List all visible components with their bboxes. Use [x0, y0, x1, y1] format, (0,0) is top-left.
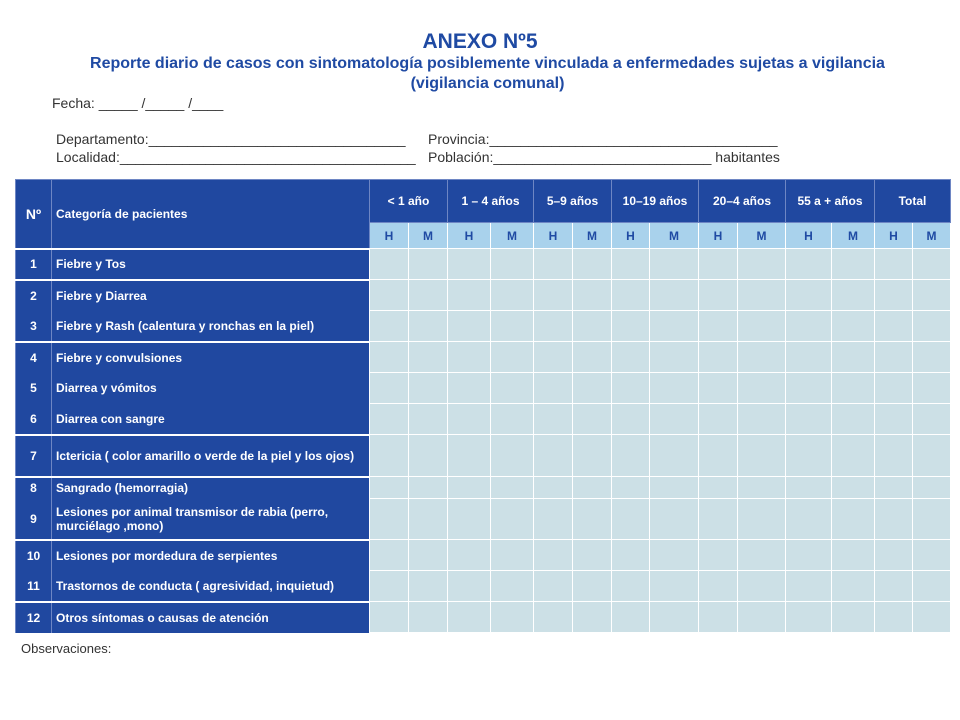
count-cell[interactable]: [491, 435, 534, 477]
count-cell[interactable]: [738, 342, 786, 373]
count-cell[interactable]: [786, 435, 832, 477]
table-row: [16, 280, 951, 311]
count-cell[interactable]: [409, 404, 448, 435]
count-cell[interactable]: [573, 499, 612, 540]
count-cell[interactable]: [409, 342, 448, 373]
count-cell[interactable]: [409, 540, 448, 571]
count-cell[interactable]: [448, 571, 491, 602]
age-header-total: Total: [875, 180, 951, 223]
sex-header-h: H: [786, 223, 832, 249]
count-cell[interactable]: [370, 311, 409, 342]
row-number: 8: [16, 477, 52, 499]
count-cell[interactable]: [370, 499, 409, 540]
row-category: Diarrea y vómitos: [52, 373, 370, 404]
count-cell[interactable]: [832, 373, 875, 404]
count-cell[interactable]: [832, 477, 875, 499]
age-header-10-19: 10–19 años: [612, 180, 699, 223]
row-category: Sangrado (hemorragia): [52, 477, 370, 499]
count-cell[interactable]: [573, 249, 612, 280]
subtitle-line-1: Reporte diario de casos con sintomatología posiblemente vinculada a enfermedades sujetas a vigilancia: [90, 55, 885, 72]
count-cell[interactable]: [534, 435, 573, 477]
count-cell[interactable]: [650, 311, 699, 342]
count-cell[interactable]: [650, 435, 699, 477]
sex-header-h: H: [534, 223, 573, 249]
count-cell[interactable]: [491, 280, 534, 311]
table-row: [16, 477, 951, 499]
count-cell[interactable]: [875, 435, 913, 477]
count-cell[interactable]: [448, 342, 491, 373]
count-cell[interactable]: [370, 373, 409, 404]
count-cell[interactable]: [534, 280, 573, 311]
count-cell[interactable]: [832, 342, 875, 373]
count-cell[interactable]: [612, 499, 650, 540]
count-cell[interactable]: [448, 404, 491, 435]
observaciones-label: Observaciones:: [21, 641, 112, 656]
count-cell[interactable]: [573, 602, 612, 633]
count-cell[interactable]: [612, 311, 650, 342]
age-header-5-9: 5–9 años: [534, 180, 612, 223]
count-cell[interactable]: [913, 404, 951, 435]
count-cell[interactable]: [650, 540, 699, 571]
count-cell[interactable]: [738, 280, 786, 311]
count-cell[interactable]: [612, 602, 650, 633]
sex-header-m: M: [913, 223, 951, 249]
row-category: Otros síntomas o causas de atención: [52, 602, 370, 633]
count-cell[interactable]: [448, 540, 491, 571]
count-cell[interactable]: [875, 540, 913, 571]
row-number: 4: [16, 342, 52, 373]
row-category: Fiebre y Diarrea: [52, 280, 370, 311]
count-cell[interactable]: [913, 571, 951, 602]
count-cell[interactable]: [786, 280, 832, 311]
count-cell[interactable]: [573, 571, 612, 602]
count-cell[interactable]: [875, 280, 913, 311]
count-cell[interactable]: [491, 499, 534, 540]
row-category: Lesiones por animal transmisor de rabia (perro, murciélago ,mono): [52, 499, 370, 540]
count-cell[interactable]: [786, 404, 832, 435]
col-category-header: Categoría de pacientes: [52, 180, 370, 249]
count-cell[interactable]: [370, 477, 409, 499]
count-cell[interactable]: [786, 571, 832, 602]
table-row: [16, 373, 951, 404]
count-cell[interactable]: [875, 249, 913, 280]
count-cell[interactable]: [448, 280, 491, 311]
row-number: 7: [16, 435, 52, 477]
count-cell[interactable]: [612, 540, 650, 571]
count-cell[interactable]: [573, 373, 612, 404]
count-cell[interactable]: [612, 280, 650, 311]
count-cell[interactable]: [832, 499, 875, 540]
fecha-field: Fecha: _____ /_____ /____: [52, 95, 224, 111]
count-cell[interactable]: [650, 373, 699, 404]
row-number: 2: [16, 280, 52, 311]
count-cell[interactable]: [913, 342, 951, 373]
count-cell[interactable]: [738, 571, 786, 602]
count-cell[interactable]: [699, 311, 738, 342]
sex-header-h: H: [699, 223, 738, 249]
count-cell[interactable]: [612, 571, 650, 602]
count-cell[interactable]: [370, 602, 409, 633]
count-cell[interactable]: [370, 249, 409, 280]
count-cell[interactable]: [534, 477, 573, 499]
count-cell[interactable]: [534, 311, 573, 342]
table-row: [16, 540, 951, 571]
count-cell[interactable]: [786, 540, 832, 571]
sex-header-h: H: [875, 223, 913, 249]
count-cell[interactable]: [699, 571, 738, 602]
count-cell[interactable]: [699, 342, 738, 373]
count-cell[interactable]: [370, 342, 409, 373]
table-row: [16, 311, 951, 342]
count-cell[interactable]: [491, 311, 534, 342]
count-cell[interactable]: [409, 477, 448, 499]
age-header-20-4: 20–4 años: [699, 180, 786, 223]
count-cell[interactable]: [409, 311, 448, 342]
sex-header-h: H: [612, 223, 650, 249]
count-cell[interactable]: [699, 249, 738, 280]
age-header-55-plus: 55 a + años: [786, 180, 875, 223]
row-number: 6: [16, 404, 52, 435]
count-cell[interactable]: [491, 342, 534, 373]
row-number: 10: [16, 540, 52, 571]
count-cell[interactable]: [573, 342, 612, 373]
count-cell[interactable]: [832, 602, 875, 633]
age-header-under-1: < 1 año: [370, 180, 448, 223]
count-cell[interactable]: [491, 404, 534, 435]
count-cell[interactable]: [612, 373, 650, 404]
count-cell[interactable]: [370, 571, 409, 602]
count-cell[interactable]: [913, 249, 951, 280]
table-row: [16, 602, 951, 633]
count-cell[interactable]: [738, 499, 786, 540]
count-cell[interactable]: [913, 602, 951, 633]
count-cell[interactable]: [534, 342, 573, 373]
row-number: 12: [16, 602, 52, 633]
count-cell[interactable]: [650, 342, 699, 373]
count-cell[interactable]: [875, 571, 913, 602]
count-cell[interactable]: [409, 571, 448, 602]
count-cell[interactable]: [738, 477, 786, 499]
subtitle-line-2: (vigilancia comunal): [410, 75, 565, 92]
count-cell[interactable]: [875, 404, 913, 435]
localidad-field: Localidad:______________________________________: [56, 149, 416, 165]
count-cell[interactable]: [875, 373, 913, 404]
count-cell[interactable]: [448, 373, 491, 404]
count-cell[interactable]: [573, 477, 612, 499]
count-cell[interactable]: [650, 571, 699, 602]
count-cell[interactable]: [913, 373, 951, 404]
table-row: [16, 435, 951, 477]
count-cell[interactable]: [491, 249, 534, 280]
row-number: 11: [16, 571, 52, 602]
row-category: Fiebre y Rash (calentura y ronchas en la piel): [52, 311, 370, 342]
document-title: ANEXO Nº5: [422, 30, 538, 53]
col-number-header: Nº: [16, 180, 52, 249]
sex-header-m: M: [573, 223, 612, 249]
count-cell[interactable]: [534, 602, 573, 633]
count-cell[interactable]: [699, 477, 738, 499]
count-cell[interactable]: [612, 342, 650, 373]
count-cell[interactable]: [612, 435, 650, 477]
table-body: [16, 249, 951, 633]
count-cell[interactable]: [448, 249, 491, 280]
count-cell[interactable]: [699, 373, 738, 404]
count-cell[interactable]: [913, 280, 951, 311]
count-cell[interactable]: [448, 311, 491, 342]
count-cell[interactable]: [650, 249, 699, 280]
count-cell[interactable]: [832, 249, 875, 280]
count-cell[interactable]: [573, 311, 612, 342]
count-cell[interactable]: [409, 499, 448, 540]
count-cell[interactable]: [573, 404, 612, 435]
row-number: 3: [16, 311, 52, 342]
sex-header-m: M: [409, 223, 448, 249]
sex-header-m: M: [738, 223, 786, 249]
count-cell[interactable]: [786, 602, 832, 633]
count-cell[interactable]: [786, 499, 832, 540]
table-row: [16, 342, 951, 373]
age-header-1-4: 1 – 4 años: [448, 180, 534, 223]
count-cell[interactable]: [370, 404, 409, 435]
count-cell[interactable]: [786, 249, 832, 280]
count-cell[interactable]: [409, 435, 448, 477]
table-row: [16, 249, 951, 280]
count-cell[interactable]: [913, 540, 951, 571]
count-cell[interactable]: [534, 249, 573, 280]
count-cell[interactable]: [650, 280, 699, 311]
count-cell[interactable]: [738, 602, 786, 633]
row-number: 1: [16, 249, 52, 280]
count-cell[interactable]: [534, 571, 573, 602]
count-cell[interactable]: [650, 499, 699, 540]
count-cell[interactable]: [448, 602, 491, 633]
count-cell[interactable]: [534, 540, 573, 571]
count-cell[interactable]: [875, 311, 913, 342]
count-cell[interactable]: [786, 477, 832, 499]
count-cell[interactable]: [370, 435, 409, 477]
count-cell[interactable]: [832, 571, 875, 602]
count-cell[interactable]: [875, 342, 913, 373]
count-cell[interactable]: [738, 404, 786, 435]
count-cell[interactable]: [409, 249, 448, 280]
count-cell[interactable]: [913, 311, 951, 342]
count-cell[interactable]: [699, 602, 738, 633]
count-cell[interactable]: [491, 373, 534, 404]
cases-table: [15, 179, 951, 633]
count-cell[interactable]: [832, 435, 875, 477]
count-cell[interactable]: [370, 280, 409, 311]
count-cell[interactable]: [832, 280, 875, 311]
count-cell[interactable]: [491, 602, 534, 633]
count-cell[interactable]: [738, 373, 786, 404]
count-cell[interactable]: [650, 602, 699, 633]
count-cell[interactable]: [612, 404, 650, 435]
count-cell[interactable]: [875, 499, 913, 540]
count-cell[interactable]: [913, 435, 951, 477]
sex-header-m: M: [832, 223, 875, 249]
sex-header-m: M: [491, 223, 534, 249]
count-cell[interactable]: [832, 311, 875, 342]
table-row: [16, 404, 951, 435]
count-cell[interactable]: [699, 435, 738, 477]
count-cell[interactable]: [699, 280, 738, 311]
row-category: Fiebre y Tos: [52, 249, 370, 280]
count-cell[interactable]: [448, 477, 491, 499]
count-cell[interactable]: [875, 602, 913, 633]
count-cell[interactable]: [699, 404, 738, 435]
row-number: 5: [16, 373, 52, 404]
count-cell[interactable]: [409, 602, 448, 633]
count-cell[interactable]: [738, 249, 786, 280]
count-cell[interactable]: [448, 435, 491, 477]
count-cell[interactable]: [786, 342, 832, 373]
count-cell[interactable]: [699, 540, 738, 571]
provincia-field: Provincia:_____________________________________: [428, 131, 778, 147]
count-cell[interactable]: [832, 540, 875, 571]
row-category: Ictericia ( color amarillo o verde de la piel y los ojos): [52, 435, 370, 477]
count-cell[interactable]: [612, 477, 650, 499]
document-subtitle: [0, 54, 960, 94]
sex-header-h: H: [370, 223, 409, 249]
sex-header-m: M: [650, 223, 699, 249]
count-cell[interactable]: [612, 249, 650, 280]
count-cell[interactable]: [875, 477, 913, 499]
count-cell[interactable]: [409, 280, 448, 311]
sex-header-h: H: [448, 223, 491, 249]
table-row: [16, 499, 951, 540]
count-cell[interactable]: [534, 499, 573, 540]
row-category: Lesiones por mordedura de serpientes: [52, 540, 370, 571]
row-category: Fiebre y convulsiones: [52, 342, 370, 373]
count-cell[interactable]: [738, 311, 786, 342]
count-cell[interactable]: [650, 477, 699, 499]
count-cell[interactable]: [738, 540, 786, 571]
count-cell[interactable]: [448, 499, 491, 540]
row-category: Diarrea con sangre: [52, 404, 370, 435]
count-cell[interactable]: [913, 499, 951, 540]
count-cell[interactable]: [786, 311, 832, 342]
count-cell[interactable]: [573, 435, 612, 477]
count-cell[interactable]: [650, 404, 699, 435]
count-cell[interactable]: [491, 477, 534, 499]
poblacion-field: Población:____________________________ habitantes: [428, 149, 780, 165]
count-cell[interactable]: [409, 373, 448, 404]
count-cell[interactable]: [491, 540, 534, 571]
count-cell[interactable]: [491, 571, 534, 602]
table-row: [16, 571, 951, 602]
count-cell[interactable]: [370, 540, 409, 571]
count-cell[interactable]: [699, 499, 738, 540]
count-cell[interactable]: [738, 435, 786, 477]
count-cell[interactable]: [534, 373, 573, 404]
count-cell[interactable]: [832, 404, 875, 435]
count-cell[interactable]: [534, 404, 573, 435]
row-number: 9: [16, 499, 52, 540]
count-cell[interactable]: [573, 280, 612, 311]
count-cell[interactable]: [786, 373, 832, 404]
count-cell[interactable]: [573, 540, 612, 571]
count-cell[interactable]: [913, 477, 951, 499]
row-category: Trastornos de conducta ( agresividad, inquietud): [52, 571, 370, 602]
departamento-field: Departamento:_________________________________: [56, 131, 406, 147]
